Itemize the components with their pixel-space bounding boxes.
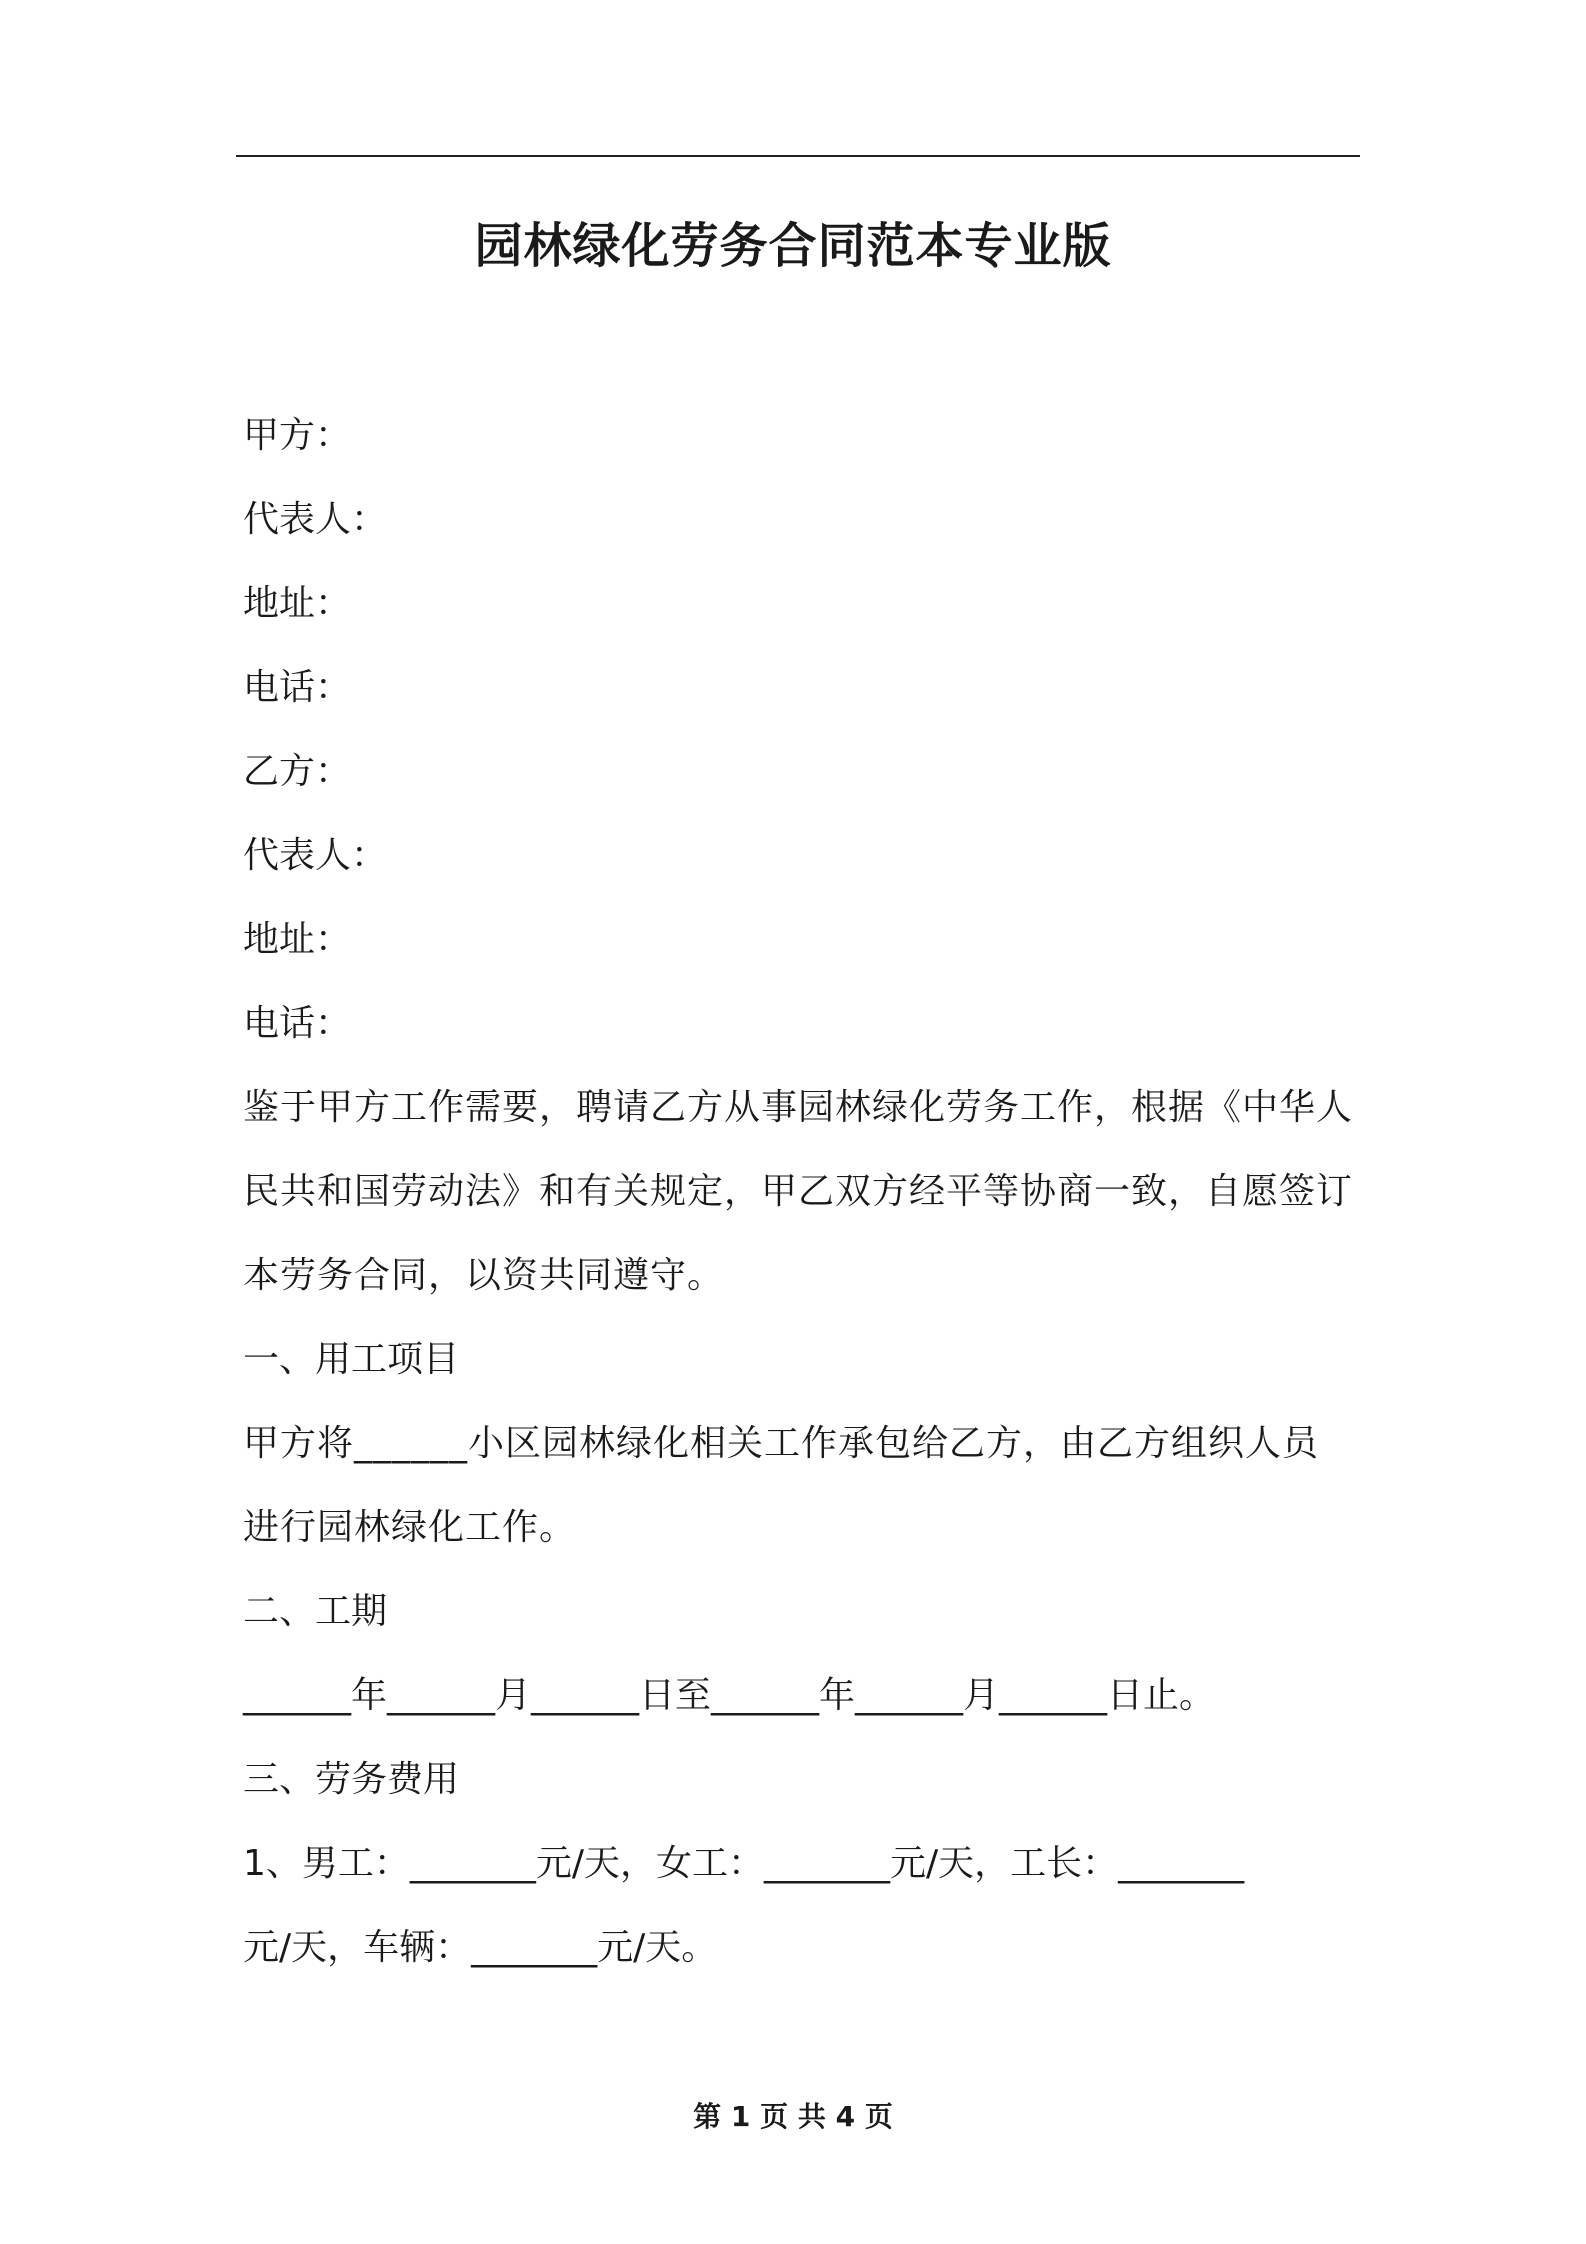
section-3-line-2: 元/天，车辆：_______元/天。 [243, 1927, 718, 1968]
page-footer: 第 1 页 共 4 页 [693, 2100, 893, 2133]
section-2-heading: 二、工期 [243, 1591, 388, 1632]
section-3-line-1: 1、男工：_______元/天，女工：_______元/天，工长：_______ [243, 1843, 1245, 1884]
preamble-line-2: 民共和国劳动法》和有关规定，甲乙双方经平等协商一致，自愿签订 [243, 1171, 1354, 1212]
section-2-line: ______年______月______日至______年______月______日止。 [243, 1675, 1216, 1716]
header-rule [236, 155, 1360, 157]
preamble-line-1: 鉴于甲方工作需要，聘请乙方从事园林绿化劳务工作，根据《中华人 [243, 1087, 1354, 1128]
party-a-name-label: 甲方： [243, 415, 352, 456]
party-a-phone-label: 电话： [243, 667, 352, 708]
section-1-heading: 一、用工项目 [243, 1339, 460, 1380]
section-1-line-2: 进行园林绿化工作。 [243, 1507, 577, 1548]
party-b-name-label: 乙方： [243, 751, 352, 792]
party-b-representative-label: 代表人： [243, 835, 388, 876]
party-b-address-label: 地址： [243, 919, 352, 960]
section-3-heading: 三、劳务费用 [243, 1759, 460, 1800]
party-a-representative-label: 代表人： [243, 499, 388, 540]
preamble-line-3: 本劳务合同，以资共同遵守。 [243, 1255, 725, 1296]
document-title: 园林绿化劳务合同范本专业版 [474, 218, 1112, 274]
party-b-phone-label: 电话： [243, 1003, 352, 1044]
section-1-line-1: 甲方将______小区园林绿化相关工作承包给乙方，由乙方组织人员 [243, 1423, 1320, 1464]
party-a-address-label: 地址： [243, 583, 352, 624]
